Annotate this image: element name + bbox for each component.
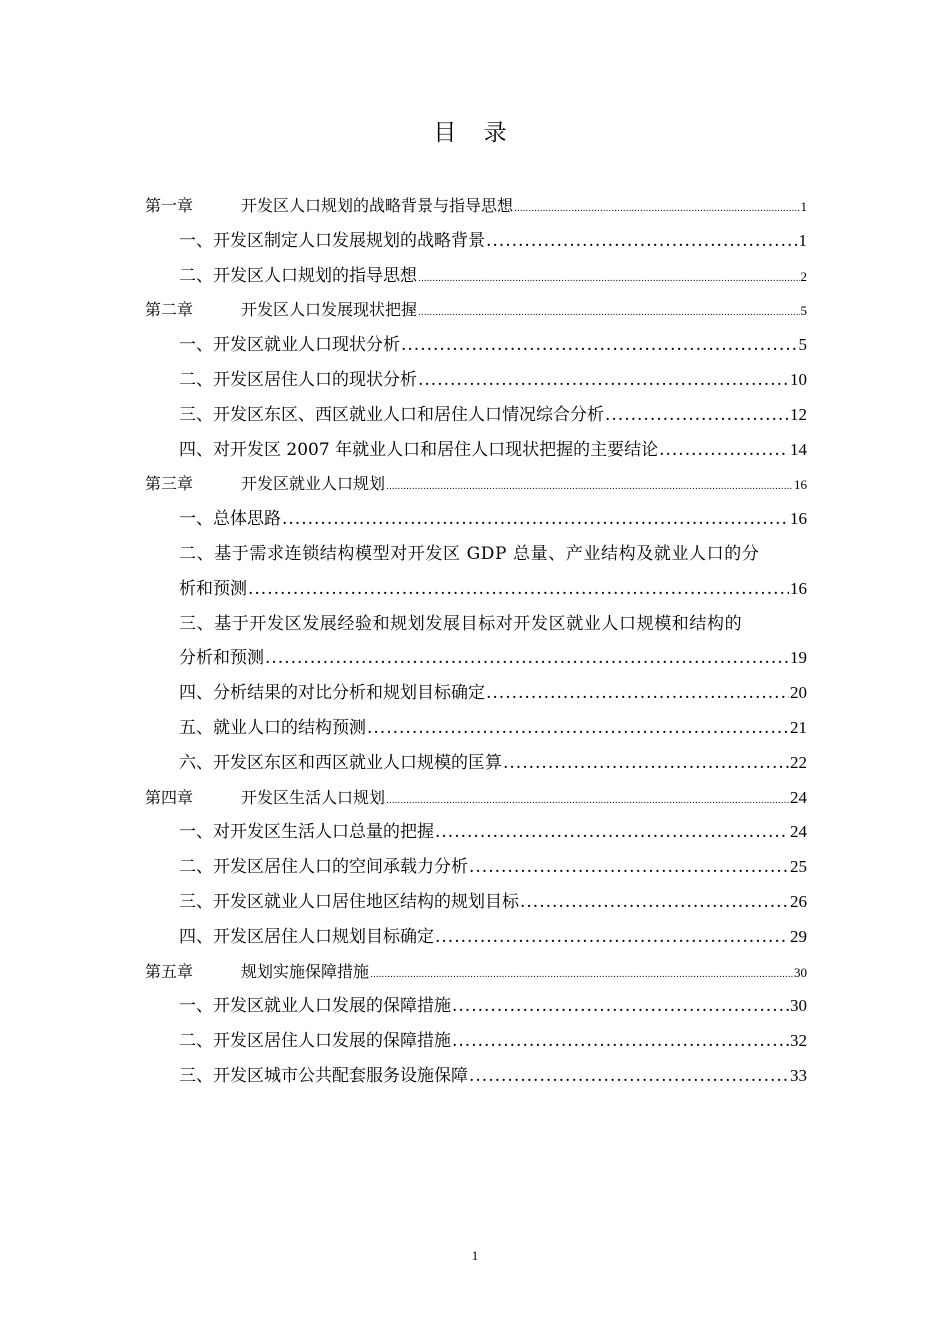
chapter-title: 开发区人口发展现状把握	[241, 300, 418, 320]
entry-label: 四、对开发区 2007 年就业人口和居住人口现状把握的主要结论	[179, 439, 659, 460]
page-number: 24	[790, 822, 807, 842]
toc-entry-line[interactable]: 二、基于需求连锁结构模型对开发区 GDP 总量、产业结构及就业人口的分	[179, 543, 760, 564]
dot-leader	[486, 224, 798, 259]
page-number: 1	[798, 230, 807, 250]
toc-entry[interactable]	[145, 989, 807, 1024]
page-number: 19	[790, 648, 807, 668]
dot-leader	[452, 1024, 789, 1059]
toc-entry[interactable]	[145, 398, 807, 433]
page-number: 16	[790, 578, 807, 598]
chapter-number: 第一章	[145, 196, 194, 215]
dot-leader	[418, 262, 800, 297]
entry-label: 一、总体思路	[179, 509, 281, 530]
toc-entry[interactable]	[145, 433, 807, 468]
page-number: 10	[790, 369, 807, 389]
page-title: 目 录	[433, 120, 517, 146]
entry-label: 四、分析结果的对比分析和规划目标确定	[179, 683, 485, 704]
toc-entry[interactable]	[145, 363, 807, 398]
dot-leader	[370, 958, 793, 993]
toc-entry[interactable]	[145, 920, 807, 955]
entry-label: 二、开发区居住人口发展的保障措施	[179, 1031, 451, 1052]
entry-label: 六、开发区东区和西区就业人口规模的匡算	[179, 752, 502, 773]
toc-entry[interactable]	[145, 746, 807, 781]
chapter-title: 开发区生活人口规划	[241, 787, 386, 807]
toc-entry[interactable]	[145, 850, 807, 885]
toc-entry[interactable]	[145, 224, 807, 259]
entry-label: 一、开发区就业人口现状分析	[179, 335, 400, 356]
dot-leader	[386, 470, 793, 505]
chapter-number: 第三章	[145, 474, 194, 494]
toc-entry[interactable]	[145, 885, 807, 920]
entry-label: 二、开发区人口规划的指导思想	[179, 265, 417, 286]
entry-label: 二、开发区居住人口的空间承载力分析	[179, 857, 468, 878]
page-number: 29	[790, 926, 807, 946]
entry-label: 一、开发区制定人口发展规划的战略背景	[179, 230, 485, 251]
page-number: 16	[790, 509, 807, 529]
toc-entry[interactable]	[145, 676, 807, 711]
chapter-number: 第二章	[145, 300, 194, 320]
page-number: 22	[790, 752, 807, 772]
page-number: 2	[800, 268, 807, 284]
dot-leader	[418, 296, 799, 331]
page-number: 14	[790, 439, 807, 459]
dot-leader	[435, 815, 789, 850]
chapter-title: 开发区就业人口规划	[241, 474, 386, 494]
dot-leader	[248, 572, 789, 607]
toc-chapter-2[interactable]	[145, 293, 807, 328]
dot-leader	[469, 850, 789, 885]
page-number: 30	[794, 964, 807, 980]
toc-entry[interactable]	[145, 1059, 807, 1094]
dot-leader	[605, 398, 789, 433]
chapter-number: 第五章	[145, 961, 194, 981]
chapter-number: 第四章	[145, 787, 194, 807]
page-number: 21	[790, 717, 807, 737]
toc-entry[interactable]	[145, 328, 807, 363]
page-number: 26	[790, 891, 807, 911]
chapter-title: 开发区人口规划的战略背景与指导思想	[241, 196, 514, 215]
page-number: 20	[790, 683, 807, 703]
dot-leader	[367, 711, 789, 746]
dot-leader	[282, 502, 789, 537]
dot-leader	[503, 746, 789, 781]
entry-label: 三、开发区城市公共配套服务设施保障	[179, 1065, 468, 1086]
toc-entry[interactable]	[145, 711, 807, 746]
page-number: 32	[790, 1031, 807, 1051]
dot-leader	[265, 641, 789, 676]
dot-leader	[401, 328, 798, 363]
toc-entry[interactable]	[145, 815, 807, 850]
entry-label: 二、开发区居住人口的现状分析	[179, 369, 417, 390]
entry-label: 三、开发区就业人口居住地区结构的规划目标	[179, 891, 519, 912]
dot-leader	[520, 885, 789, 920]
toc-entry[interactable]	[145, 259, 807, 294]
toc-chapter-3[interactable]	[145, 467, 807, 502]
toc-entry-continuation[interactable]	[145, 572, 807, 607]
entry-label: 分析和预测	[179, 648, 264, 669]
entry-label: 五、就业人口的结构预测	[179, 717, 366, 738]
page-number: 30	[790, 996, 807, 1016]
dot-leader	[659, 433, 789, 468]
page-number: 25	[790, 857, 807, 877]
dot-leader	[418, 363, 789, 398]
entry-label: 一、开发区就业人口发展的保障措施	[179, 996, 451, 1017]
page-number: 33	[790, 1065, 807, 1085]
dot-leader	[386, 784, 789, 819]
footer-page-number: 1	[471, 1248, 479, 1263]
entry-label: 析和预测	[179, 578, 247, 599]
dot-leader	[469, 1059, 789, 1094]
entry-label: 一、对开发区生活人口总量的把握	[179, 822, 434, 843]
dot-leader	[486, 676, 789, 711]
page-number: 16	[794, 477, 807, 493]
entry-label: 四、开发区居住人口规划目标确定	[179, 926, 434, 947]
chapter-title: 规划实施保障措施	[241, 961, 370, 981]
dot-leader	[452, 989, 789, 1024]
toc-entry-line[interactable]: 三、基于开发区发展经验和规划发展目标对开发区就业人口规模和结构的	[179, 613, 743, 634]
page-number: 5	[800, 303, 807, 319]
toc-entry[interactable]	[145, 502, 807, 537]
page-number: 12	[790, 404, 807, 424]
table-of-contents	[145, 189, 807, 1094]
page-number: 1	[800, 199, 807, 214]
page-number: 24	[790, 787, 807, 807]
toc-entry-continuation[interactable]	[145, 641, 807, 676]
page-number: 5	[798, 335, 807, 355]
toc-chapter-5[interactable]	[145, 955, 807, 990]
toc-chapter-4[interactable]	[145, 781, 807, 816]
toc-chapter-1[interactable]	[145, 189, 807, 224]
toc-entry[interactable]	[145, 1024, 807, 1059]
dot-leader	[435, 920, 789, 955]
dot-leader	[514, 192, 799, 227]
entry-label: 三、开发区东区、西区就业人口和居住人口情况综合分析	[179, 404, 604, 425]
